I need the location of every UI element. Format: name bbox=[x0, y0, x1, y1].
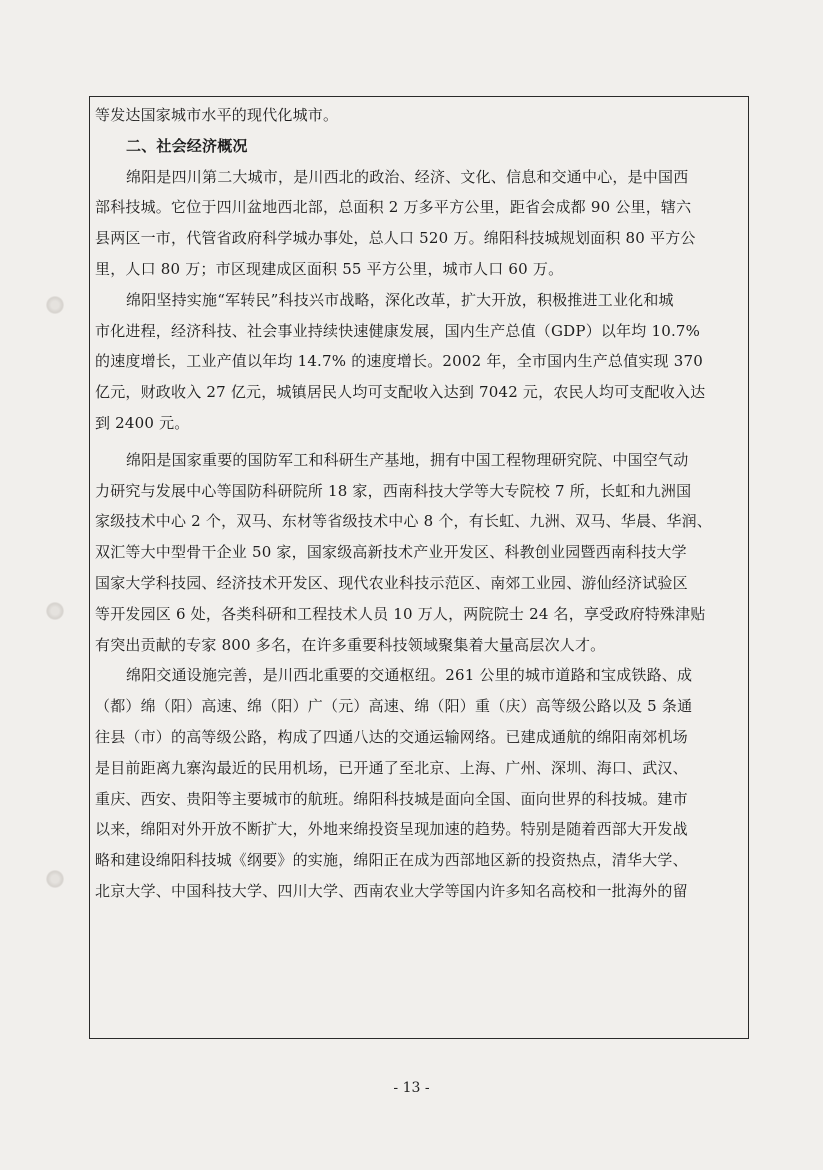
text-line: 国家大学科技园、经济技术开发区、现代农业科技示范区、南郊工业园、游仙经济试验区 bbox=[95, 573, 688, 592]
text-line: 的速度增长，工业产值以年均 14.7% 的速度增长。2002 年，全市国内生产总值实现 370 bbox=[95, 352, 703, 371]
text-line: 里，人口 80 万；市区现建成区面积 55 平方公里，城市人口 60 万。 bbox=[95, 259, 564, 278]
punch-hole-mark bbox=[46, 296, 64, 314]
section-heading: 二、社会经济概况 bbox=[126, 136, 248, 155]
text-line: 部科技城。它位于四川盆地西北部，总面积 2 万多平方公里，距省会成都 90 公里，辖六 bbox=[95, 198, 692, 217]
text-line: （都）绵（阳）高速、绵（阳）广（元）高速、绵（阳）重（庆）高等级公路以及 5 条通 bbox=[95, 697, 693, 716]
text-line: 略和建设绵阳科技城《纲要》的实施，绵阳正在成为西部地区新的投资热点，清华大学、 bbox=[95, 851, 688, 870]
document-body bbox=[95, 100, 747, 907]
text-line: 市化进程，经济科技、社会事业持续快速健康发展，国内生产总值（GDP）以年均 10.7% bbox=[95, 321, 701, 340]
text-line: 绵阳是国家重要的国防军工和科研生产基地，拥有中国工程物理研究院、中国空气动 bbox=[126, 450, 689, 469]
text-line: 双汇等大中型骨干企业 50 家，国家级高新技术产业开发区、科教创业园暨西南科技大学 bbox=[95, 543, 687, 562]
text-line: 有突出贡献的专家 800 多名，在许多重要科技领域聚集着大量高层次人才。 bbox=[95, 635, 606, 654]
text-line: 往县（市）的高等级公路，构成了四通八达的交通运输网络。已建成通航的绵阳南郊机场 bbox=[95, 727, 688, 746]
text-line: 到 2400 元。 bbox=[95, 413, 190, 432]
punch-hole-mark bbox=[46, 870, 64, 888]
page-number: - 13 - bbox=[393, 1080, 430, 1096]
text-line: 绵阳坚持实施“军转民”科技兴市战略，深化改革，扩大开放，积极推进工业化和城 bbox=[126, 290, 674, 309]
punch-hole-mark bbox=[46, 602, 64, 620]
text-line: 是目前距离九寨沟最近的民用机场，已开通了至北京、上海、广州、深圳、海口、武汉、 bbox=[95, 758, 688, 777]
text-line: 等开发园区 6 处，各类科研和工程技术人员 10 万人，两院院士 24 名，享受政府特殊津贴 bbox=[95, 604, 706, 623]
text-line: 北京大学、中国科技大学、四川大学、西南农业大学等国内许多知名高校和一批海外的留 bbox=[95, 881, 688, 900]
text-line: 家级技术中心 2 个，双马、东材等省级技术中心 8 个，有长虹、九洲、双马、华晨、华润、 bbox=[95, 512, 712, 531]
text-line: 重庆、西安、贵阳等主要城市的航班。绵阳科技城是面向全国、面向世界的科技城。建市 bbox=[95, 789, 688, 808]
text-line: 等发达国家城市水平的现代化城市。 bbox=[95, 106, 339, 124]
text-line: 绵阳交通设施完善，是川西北重要的交通枢纽。261 公里的城市道路和宝成铁路、成 bbox=[126, 666, 693, 685]
text-line: 亿元，财政收入 27 亿元，城镇居民人均可支配收入达到 7042 元，农民人均可支配收入达 bbox=[95, 383, 706, 402]
text-line: 县两区一市，代管省政府科学城办事处，总人口 520 万。绵阳科技城规划面积 80 平方公 bbox=[95, 229, 696, 248]
text-line: 以来，绵阳对外开放不断扩大，外地来绵投资呈现加速的趋势。特别是随着西部大开发战 bbox=[95, 820, 688, 839]
text-line: 力研究与发展中心等国防科研院所 18 家，西南科技大学等大专院校 7 所，长虹和九洲国 bbox=[95, 481, 692, 500]
text-line: 绵阳是四川第二大城市，是川西北的政治、经济、文化、信息和交通中心，是中国西 bbox=[126, 167, 689, 186]
